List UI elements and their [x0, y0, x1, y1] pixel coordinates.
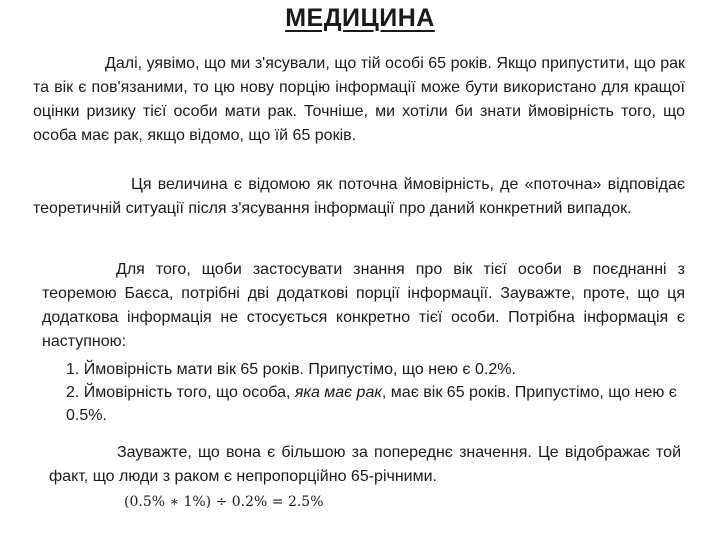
info-list: [66, 358, 686, 427]
paragraph-current-probability: Ця величина є відомою як поточна ймовірність, де «поточна» відповідає теоретичній ситуації після з'ясування інформації про даний конкретний випадок.: [33, 176, 685, 217]
list-item-text: 2. Ймовірність того, що особа,: [66, 384, 295, 401]
list-item: 1. Ймовірність мати вік 65 років. Припустімо, що нею є 0.2%.: [66, 361, 516, 378]
list-item-text: , має вік 65 років. Припустімо, що нею є 0.5%.: [66, 384, 677, 424]
page-title: [0, 4, 720, 33]
paragraph-bayes: Для того, щоби застосувати знання про вік тієї особи в поєднанні з теоремою Баєса, потрібні дві додаткові порції інформації. Зауважте, проте, що ця додаткова інформація не стосується конкретно тієї особи. Потрібна інформація є наступною:: [42, 261, 685, 350]
paragraph-intro: Далі, уявімо, що ми з'ясували, що тій особі 65 років. Якщо припустити, що рак та вік є пов'язаними, то цю нову порцію інформації може бути використано для кращої оцінки ризику тієї особи мати рак. Точніше, ми хотіли би знати ймовірність того, що особа має рак, якщо відомо, що їй 65 років.: [33, 55, 685, 144]
formula: (0.5% ∗ 1%) ÷ 0.2% = 2.5%: [124, 494, 324, 510]
list-item-emphasis: яка має рак: [294, 384, 382, 401]
list-item: [66, 381, 686, 427]
paragraph-conclusion: Зауважте, що вона є більшою за попереднє значення. Це відображає той факт, що люди з раком є непропорційно 65-річними.: [49, 444, 681, 485]
page-title-text: МЕДИЦИНА: [285, 4, 435, 32]
